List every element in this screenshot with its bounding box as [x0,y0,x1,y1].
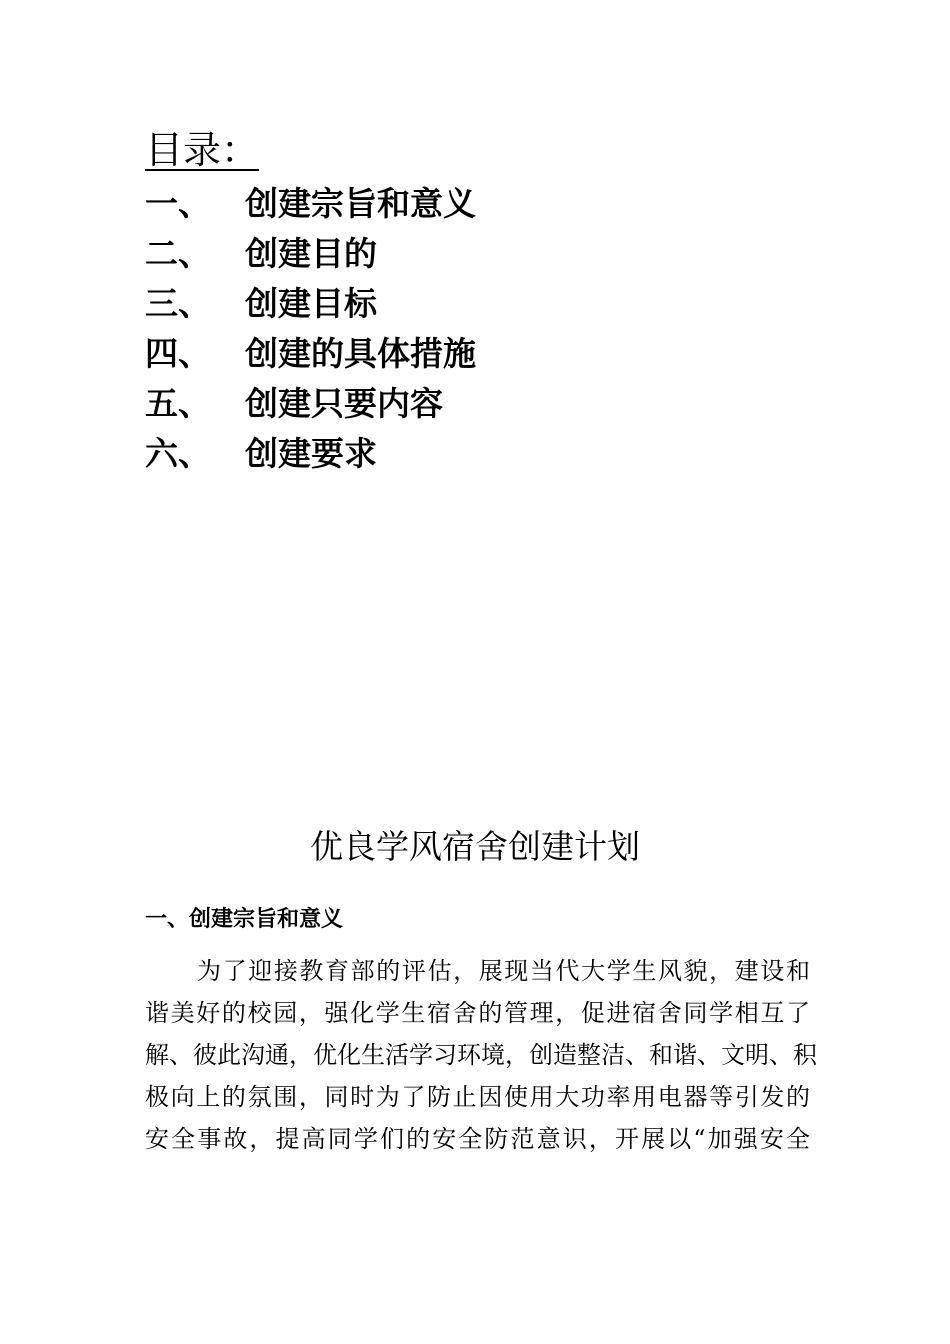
toc-item-label: 创建的具体措施 [245,333,476,373]
paragraph-line: 安全事故，提高同学们的安全防范意识，开展以“加强安全 [145,1125,810,1153]
toc-item-number: 五、 [145,383,211,423]
paragraph-line: 谐美好的校园，强化学生宿舍的管理，促进宿舍同学相互了 [145,999,810,1027]
toc-item-label: 创建要求 [245,433,377,473]
toc-item-number: 一、 [145,183,211,223]
toc-item-label: 创建目的 [245,233,377,273]
table-of-contents [145,176,476,476]
section-heading: 一、创建宗旨和意义 [145,907,344,932]
toc-item-label: 创建只要内容 [245,383,443,423]
paragraph-line: 解、彼此沟通，优化生活学习环境，创造整洁、和谐、文明、积 [145,1041,817,1069]
toc-item-number: 二、 [145,233,211,273]
toc-item-label: 创建目标 [245,283,377,323]
toc-item-number: 四、 [145,333,211,373]
document-title: 优良学风宿舍创建计划 [310,827,640,866]
toc-item [145,326,476,376]
toc-item [145,276,476,326]
toc-item [145,226,476,276]
toc-item-label: 创建宗旨和意义 [245,183,476,223]
paragraph-line: 为了迎接教育部的评估，展现当代大学生风貌，建设和 [197,957,810,985]
toc-heading: 目录： [145,128,260,172]
toc-item [145,176,476,226]
paragraph-line: 极向上的氛围，同时为了防止因使用大功率用电器等引发的 [145,1083,810,1111]
toc-item-number: 六、 [145,433,211,473]
toc-item-number: 三、 [145,283,211,323]
section-paragraph [145,950,817,1160]
toc-item [145,376,476,426]
toc-item [145,426,476,476]
